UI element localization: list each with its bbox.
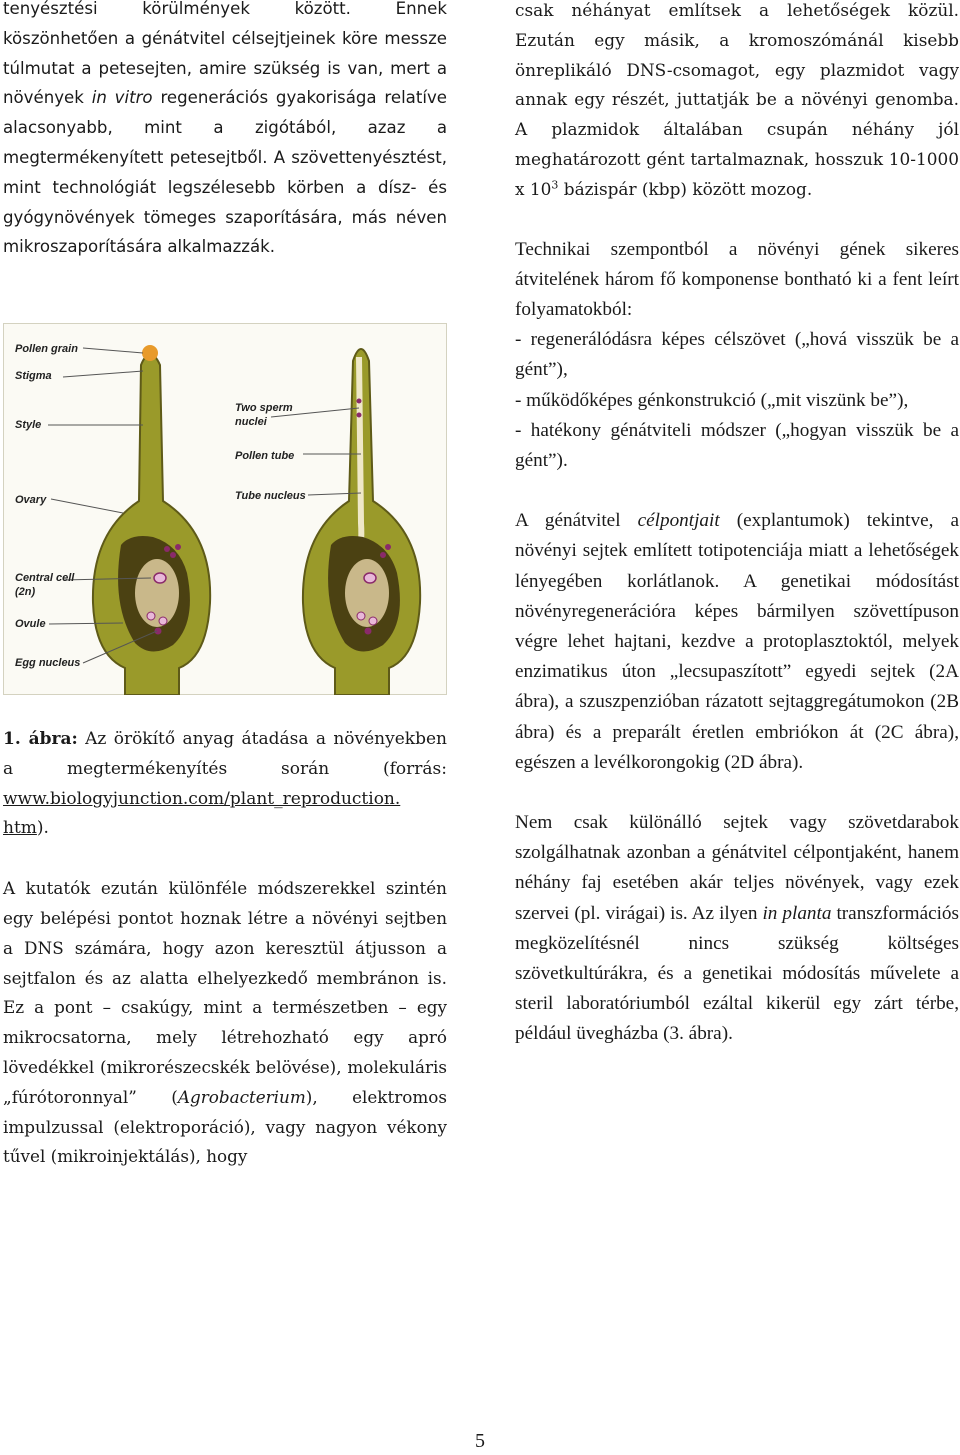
components-list <box>515 235 959 477</box>
label-pollen-grain: Pollen grain <box>15 343 78 355</box>
label-ovule: Ovule <box>15 618 46 630</box>
caption-end: ). <box>36 818 49 839</box>
label-stigma: Stigma <box>15 370 52 382</box>
left-paragraph-1-rest: regenerációs gyakorisága relatíve alacsonyabb, mint a zigótából, azaz a megtermékenyített petesejtből. A szövettenyésztést, mint technológiát legszélesebb körben a dísz- és gyógynövények tömeges szaporítására, más néven mikroszaporítására alkalmazzák. <box>3 88 447 257</box>
left-column <box>3 0 447 262</box>
right-paragraph-4-start: Nem csak különálló sejtek vagy szövetdarabok szolgálhatnak azonban a génátvitel célpontjaként, hanem néhány faj esetében akár teljes növények, vagy ezek szervei (pl. virágai) is. Az ilyen <box>515 812 959 924</box>
figure-caption <box>3 725 447 844</box>
label-style: Style <box>15 419 42 431</box>
caption-link[interactable]: www.biologyjunction.com/plant_reproduction. <box>3 788 401 809</box>
page-number: 5 <box>475 1430 485 1452</box>
caption-label: 1. ábra: <box>3 729 78 749</box>
label-egg-nucleus: Egg nucleus <box>15 657 81 669</box>
label-2n: (2n) <box>15 586 36 598</box>
label-two-sperm: Two sperm <box>235 402 293 414</box>
component-item-1: - regenerálódásra képes célszövet („hová visszük be a gént”), <box>515 329 959 381</box>
pistil-diagram <box>3 323 447 695</box>
left-paragraph-2-text: A kutatók ezután különféle módszerekkel szintén egy belépési pontot hoznak létre a növényi sejtben a DNS számára, hogy azon keresztül átjusson a sejtfalon és az alatta elhelyezkedő membránon is. Ez a pont – csakúgy, mint a természetben – egy mikrocsatorna, mely létrehozható egy apró lövedékkel (mikrorészecskék belövése), molekuláris „fúrótoronnyal” ( <box>3 878 447 1107</box>
right-paragraph-1 <box>515 0 959 205</box>
left-column-lower <box>3 725 447 1172</box>
pollination-figure <box>3 323 447 695</box>
right-paragraph-3-start: A génátvitel <box>515 510 621 532</box>
right-column <box>515 0 959 1050</box>
pollen-grain-left <box>142 345 158 361</box>
caption-text: Az örökítő anyag átadása a növényekben a megtermékenyítés során (forrás: <box>3 729 447 779</box>
label-nuclei: nuclei <box>235 416 267 428</box>
right-paragraph-1-end: bázispár (kbp) között mozog. <box>558 178 813 199</box>
left-paragraph-2-rest: ), elektromos impulzussal (elektroporáció), vagy nagyon vékony tűvel (mikroinjektálás), hogy <box>3 1086 447 1167</box>
in-vitro-term: in vitro <box>91 88 153 108</box>
left-paragraph-2 <box>3 874 447 1172</box>
right-paragraph-4 <box>515 808 959 1050</box>
label-pollen-tube: Pollen tube <box>235 450 295 462</box>
left-paragraph-1-text: tenyésztési körülmények között. Ennek köszönhetően a génátvitel célsejtjeinek köre messze túlmutat a petesejten, amire szükség is van, mert a növények <box>3 0 447 108</box>
egg-nucleus-left <box>155 628 162 635</box>
label-central-cell: Central cell <box>15 572 75 584</box>
caption-link-end[interactable]: htm <box>3 818 37 839</box>
right-paragraph-1-text: csak néhányat említsek a lehetőségek közül. Ezután egy másik, a kromoszómánál kisebb önreplikáló DNS-csomagot, egy plazmidot vagy annak egy részét, juttatják be a növényi genomba. A plazmidok általában csupán néhány jól meghatározott gént tartalmaznak, hosszuk 10-1000 x 10 <box>515 0 959 199</box>
celpontjait-term: célpontjait <box>637 510 720 532</box>
component-item-3: - hatékony génátviteli módszer („hogyan visszük be a gént”). <box>515 419 959 471</box>
label-tube-nucleus: Tube nucleus <box>235 490 306 502</box>
agrobacterium-term: Agrobacterium <box>177 1086 306 1107</box>
central-cell-nucleus-left <box>154 573 166 583</box>
component-item-2: - működőképes génkonstrukció („mit viszünk be”), <box>515 389 909 411</box>
left-paragraph-1 <box>3 0 447 262</box>
right-paragraph-3-text: (explantumok) tekintve, a növényi sejtek említett totipotenciája miatt a lehetőségek lényegében korlátlanok. A genetikai módosítást növényregenerációra képes bármilyen szövettípuson végre lehet hajtani, kezdve a protoplasztoktól, melyek enzimatikus úton „lecsupaszított” egyedi sejtek (2A ábra), a szuszpenzióban rázatott sejtaggregátumokon (2B ábra) és a preparált éretlen embriókon át (2C ábra), egészen a levélkorongokig (2D ábra). <box>515 510 959 773</box>
components-intro: Technikai szempontból a növényi gének sikeres átvitelének három fő komponense bontható ki a fent leírt folyamatokból: <box>515 238 959 320</box>
right-paragraph-4-text: transzformációs megközelítésnél nincs szükség költséges szövetkultúrákra, és a genetikai módosítás művelete a steril laboratóriumból ezáltal kikerül egy zárt térbe, például üvegházba (3. ábra). <box>515 902 959 1045</box>
in-planta-term: in planta <box>762 902 832 924</box>
right-paragraph-3 <box>515 506 959 778</box>
exponent: 3 <box>551 178 559 192</box>
label-ovary: Ovary <box>15 494 47 506</box>
